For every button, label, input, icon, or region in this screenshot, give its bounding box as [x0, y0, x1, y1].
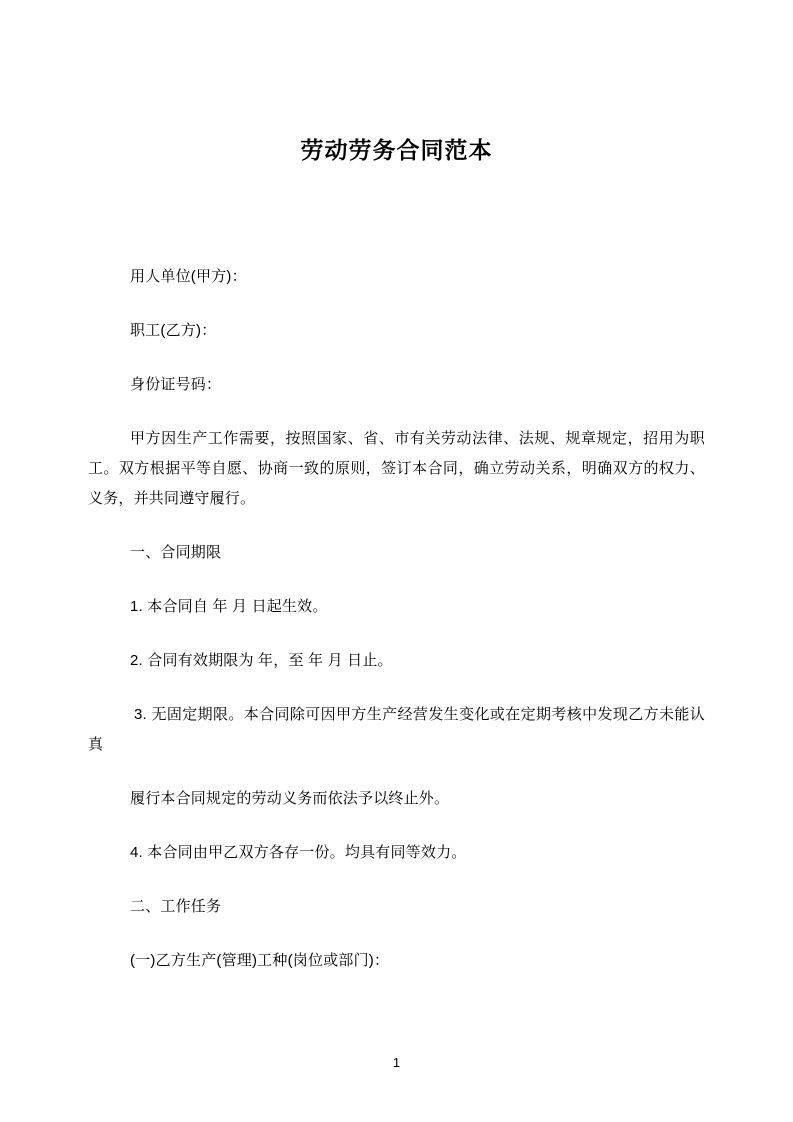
- page-number: 1: [392, 1055, 401, 1070]
- paragraph-id-number: 身份证号码：: [130, 375, 222, 393]
- clause-1-3-continued: 履行本合同规定的劳动义务而依法予以终止外。: [130, 789, 450, 807]
- paragraph-preamble: 甲方因生产工作需要，按照国家、省、市有关劳动法律、法规、规章规定，招用为职工。双方根据平等自愿、协商一致的原则，签订本合同，确立劳动关系，明确双方的权力、义务，并共同遵守履行。: [88, 429, 705, 507]
- paragraph-employee: 职工(乙方)：: [130, 321, 217, 339]
- clause-1-3: 3. 无固定期限。本合同除可因甲方生产经营发生变化或在定期考核中发现乙方未能认真: [88, 705, 705, 753]
- heading-section-1: 一、合同期限: [130, 543, 222, 561]
- clause-1-4: 4. 本合同由甲乙双方各存一份。均具有同等效力。: [130, 843, 467, 861]
- document-body: [88, 262, 705, 976]
- clause-1-1: 1. 本合同自 年 月 日起生效。: [130, 597, 328, 615]
- paragraph-employer: 用人单位(甲方)：: [130, 267, 247, 285]
- clause-2-1: (一)乙方生产(管理)工种(岗位或部门)：: [130, 951, 390, 969]
- page-title: 劳动劳务合同范本: [300, 137, 493, 163]
- heading-section-2: 二、工作任务: [130, 897, 222, 915]
- clause-1-2: 2. 合同有效期限为 年，至 年 月 日止。: [130, 651, 393, 669]
